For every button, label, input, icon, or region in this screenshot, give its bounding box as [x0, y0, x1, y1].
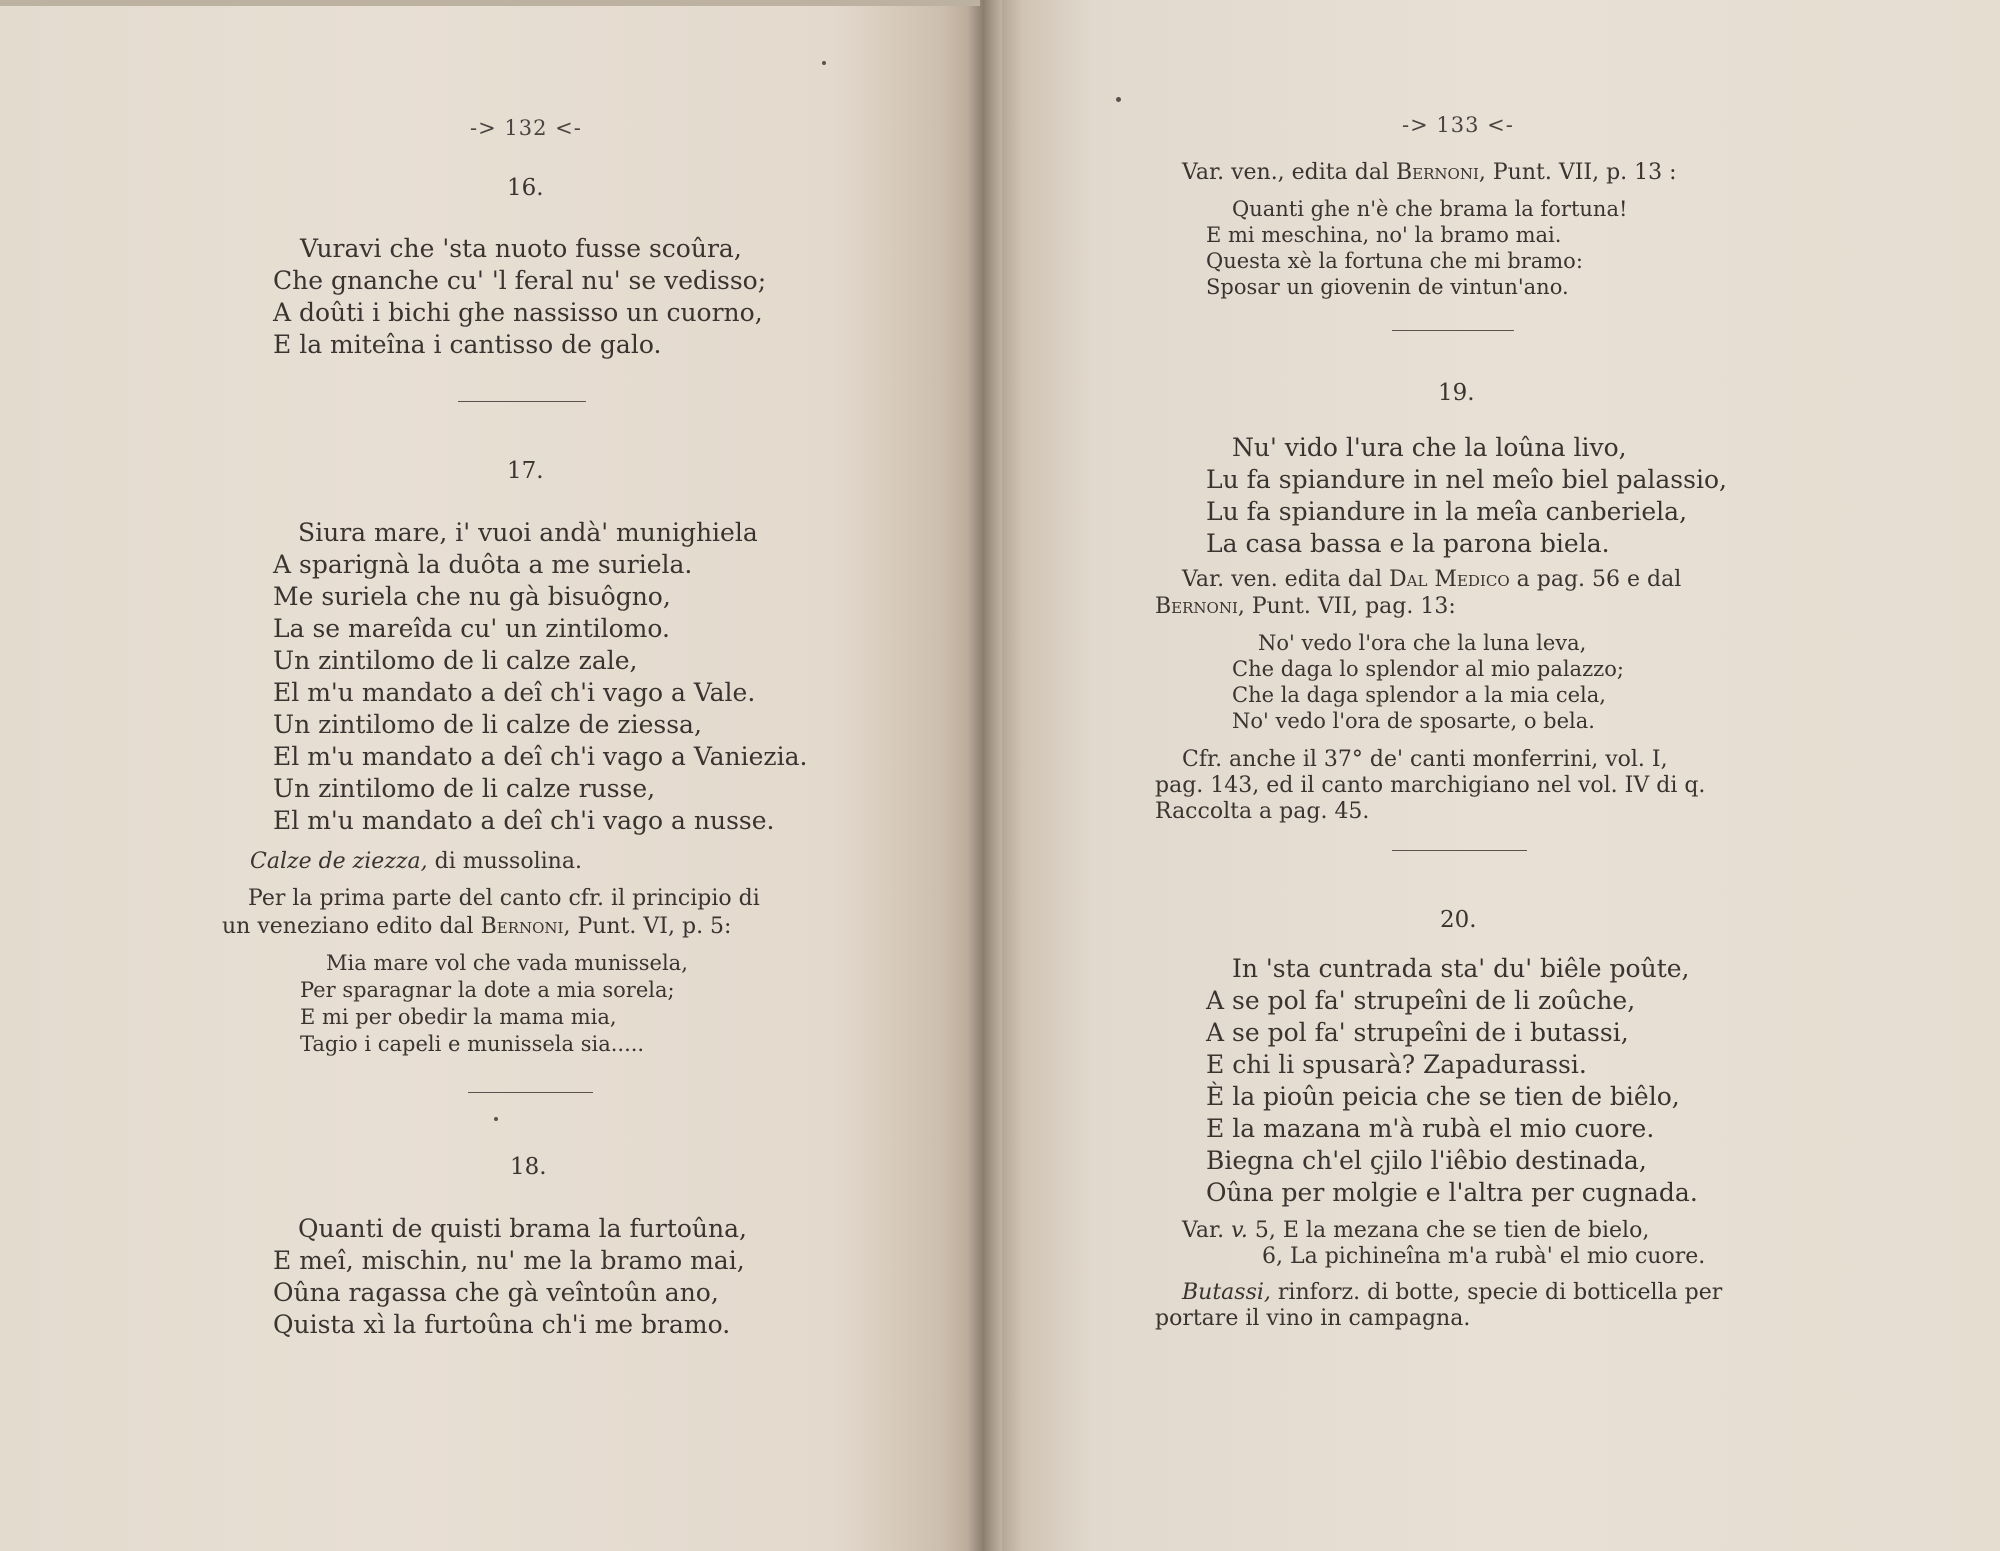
- commentary-text: Var. ven. edita dal: [1182, 567, 1389, 592]
- poem-18-number: 18.: [510, 1154, 547, 1180]
- commentary-line: Raccolta a pag. 45.: [1155, 799, 1370, 824]
- verse-line: E la mazana m'à rubà el mio cuore.: [1206, 1114, 1655, 1143]
- quote-line: No' vedo l'ora de sposarte, o bela.: [1232, 709, 1595, 733]
- verse-line: A se pol fa' strupeîni de li zoûche,: [1206, 986, 1636, 1015]
- quote-line: Sposar un giovenin de vintun'ano.: [1206, 275, 1569, 299]
- verse-line: E meî, mischin, nu' me la bramo mai,: [273, 1246, 745, 1275]
- verse-line: Lu fa spiandure in la meîa canberiela,: [1206, 497, 1688, 526]
- verse-line: La se mareîda cu' un zintilomo.: [273, 614, 670, 643]
- quote-line: Quanti ghe n'è che brama la fortuna!: [1232, 197, 1628, 221]
- verse-line: Nu' vido l'ura che la loûna livo,: [1232, 433, 1627, 462]
- section-divider: [468, 1092, 593, 1093]
- commentary-text: Var. ven., edita dal: [1182, 160, 1396, 185]
- verse-line: Un zintilomo de li calze russe,: [273, 774, 656, 803]
- commentary-text: , Punt. VI, p. 5:: [563, 914, 732, 939]
- verse-line: A doûti i bichi ghe nassisso un cuorno,: [273, 298, 763, 327]
- commentary-line: [222, 916, 731, 938]
- gloss-term: Butassi,: [1182, 1280, 1271, 1305]
- commentary-text: , Punt. VII, p. 13 :: [1478, 160, 1677, 185]
- paper-speck: [1116, 97, 1121, 102]
- verse-line: E la miteîna i cantisso de galo.: [273, 330, 662, 359]
- verse-line: Lu fa spiandure in nel meîo biel palassio,: [1206, 465, 1727, 494]
- commentary-line: [1182, 569, 1681, 591]
- quote-line: Per sparagnar la dote a mia sorela;: [300, 978, 675, 1002]
- quote-line: No' vedo l'ora che la luna leva,: [1258, 631, 1587, 655]
- variant-line: 6, La pichineîna m'a rubà' el mio cuore.: [1262, 1244, 1706, 1269]
- quote-line: Che daga lo splendor al mio palazzo;: [1232, 657, 1624, 681]
- gloss-text: di mussolina.: [434, 849, 582, 874]
- quote-line: Che la daga splendor a la mia cela,: [1232, 683, 1606, 707]
- verse-abbrev: v.: [1231, 1218, 1248, 1243]
- gloss-note: [250, 851, 582, 873]
- author-name: Bernoni: [1155, 594, 1238, 619]
- verse-line: Un zintilomo de li calze zale,: [273, 646, 638, 675]
- gloss-note-continued: portare il vino in campagna.: [1155, 1306, 1471, 1331]
- commentary-line: pag. 143, ed il canto marchigiano nel vol. IV di q.: [1155, 773, 1706, 798]
- verse-line: A sparignà la duôta a me suriela.: [273, 550, 693, 579]
- gloss-text: rinforz. di botte, specie di botticella per: [1277, 1280, 1723, 1305]
- commentary-text: , Punt. VII, pag. 13:: [1237, 594, 1456, 619]
- paper-speck: [822, 61, 826, 65]
- verse-line: Siura mare, i' vuoi andà' munighiela: [298, 518, 758, 547]
- verse-line: Vuravi che 'sta nuoto fusse scoûra,: [300, 234, 742, 263]
- page-number-133: -> 133 <-: [1402, 113, 1514, 137]
- verse-line: Che gnanche cu' 'l feral nu' se vedisso;: [273, 266, 767, 295]
- verse-line: E chi li spusarà? Zapadurassi.: [1206, 1050, 1587, 1079]
- verse-line: El m'u mandato a deî ch'i vago a Vaniezia.: [273, 742, 808, 771]
- poem-16-number: 16.: [507, 175, 544, 201]
- quote-line: Questa xè la fortuna che mi bramo:: [1206, 249, 1583, 273]
- section-divider: [1392, 850, 1527, 851]
- verse-line: La casa bassa e la parona biela.: [1206, 529, 1610, 558]
- quote-line: Mia mare vol che vada munissela,: [326, 951, 688, 975]
- verse-line: El m'u mandato a deî ch'i vago a nusse.: [273, 806, 775, 835]
- verse-line: Un zintilomo de li calze de ziessa,: [273, 710, 702, 739]
- section-divider: [1392, 330, 1514, 331]
- commentary-line: Per la prima parte del canto cfr. il principio di: [248, 886, 760, 911]
- variant-text: 5, E la mezana che se tien de bielo,: [1254, 1218, 1650, 1243]
- quote-line: E mi per obedir la mama mia,: [300, 1005, 617, 1029]
- commentary-line: Cfr. anche il 37° de' canti monferrini, vol. I,: [1182, 747, 1668, 772]
- verse-line: Biegna ch'el çjilo l'iêbio destinada,: [1206, 1146, 1647, 1175]
- quote-line: E mi meschina, no' la bramo mai.: [1206, 223, 1562, 247]
- paper-speck: [494, 1117, 498, 1121]
- verse-line: A se pol fa' strupeîni de i butassi,: [1206, 1018, 1629, 1047]
- book-gutter: [968, 0, 1002, 1551]
- author-name: Bernoni: [480, 914, 564, 939]
- verse-line: Oûna ragassa che gà veîntoûn ano,: [273, 1278, 719, 1307]
- author-name: Bernoni: [1395, 160, 1479, 185]
- variant-line: [1182, 1220, 1649, 1242]
- gloss-term: Calze de ziezza,: [250, 849, 428, 874]
- poem-19-number: 19.: [1438, 380, 1475, 406]
- commentary-line: [1182, 162, 1677, 184]
- section-divider: [458, 401, 586, 402]
- quote-line: Tagio i capeli e munissela sia.....: [300, 1032, 645, 1056]
- verse-line: Me suriela che nu gà bisuôgno,: [273, 582, 671, 611]
- verse-line: Oûna per molgie e l'altra per cugnada.: [1206, 1178, 1698, 1207]
- page-number-132: -> 132 <-: [470, 116, 582, 140]
- poem-20-number: 20.: [1440, 907, 1477, 933]
- gloss-note: [1182, 1282, 1722, 1304]
- verse-line: El m'u mandato a deî ch'i vago a Vale.: [273, 678, 756, 707]
- commentary-line: [1155, 596, 1456, 618]
- verse-line: Quista xì la furtoûna ch'i me bramo.: [273, 1310, 731, 1339]
- page-edge-shadow: [0, 0, 980, 6]
- verse-line: Quanti de quisti brama la furtoûna,: [298, 1214, 747, 1243]
- verse-line: È la pioûn peicia che se tien de biêlo,: [1206, 1082, 1680, 1111]
- poem-17-number: 17.: [507, 458, 544, 484]
- variant-label: Var.: [1182, 1218, 1225, 1243]
- commentary-text: a pag. 56 e dal: [1509, 567, 1682, 592]
- commentary-text: un veneziano edito dal: [222, 914, 481, 939]
- author-name: Dal Medico: [1389, 567, 1510, 592]
- verse-line: In 'sta cuntrada sta' du' biêle poûte,: [1232, 954, 1690, 983]
